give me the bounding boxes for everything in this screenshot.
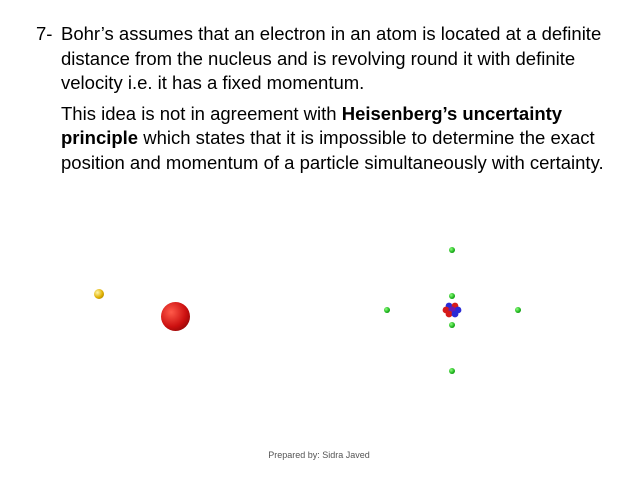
red-particle-ball — [161, 302, 190, 331]
heisenberg-principle-name: Heisenberg’s uncertainty principle — [61, 102, 563, 148]
point-number: 7- — [36, 23, 53, 44]
orbit-electron-left — [384, 307, 390, 313]
orbit-electron-top — [449, 247, 455, 253]
point-body — [61, 22, 606, 175]
point-7 — [36, 22, 606, 175]
heisenberg-paragraph — [61, 102, 606, 176]
bohr-assumption-text: Bohr’s assumes that an electron in an atom is located at a definite distance from the nucleus and is revolving round it with definite velocity i.e. it has a fixed momentum. — [61, 23, 602, 93]
small-yellow-electron — [94, 289, 104, 299]
atom-nucleus — [441, 299, 463, 321]
heisenberg-rest-text: which states that it is impossible to determine the exact position and momentum of a particle simultaneously with certainty. — [61, 127, 604, 173]
footer-credit: Prepared by: Sidra Javed — [268, 450, 370, 460]
heisenberg-intro-text: This idea is not in agreement with — [61, 102, 342, 124]
orbit-electron-right — [515, 307, 521, 313]
orbit-electron-bottom — [449, 368, 455, 374]
orbit-electron-inner-bottom — [449, 322, 455, 328]
